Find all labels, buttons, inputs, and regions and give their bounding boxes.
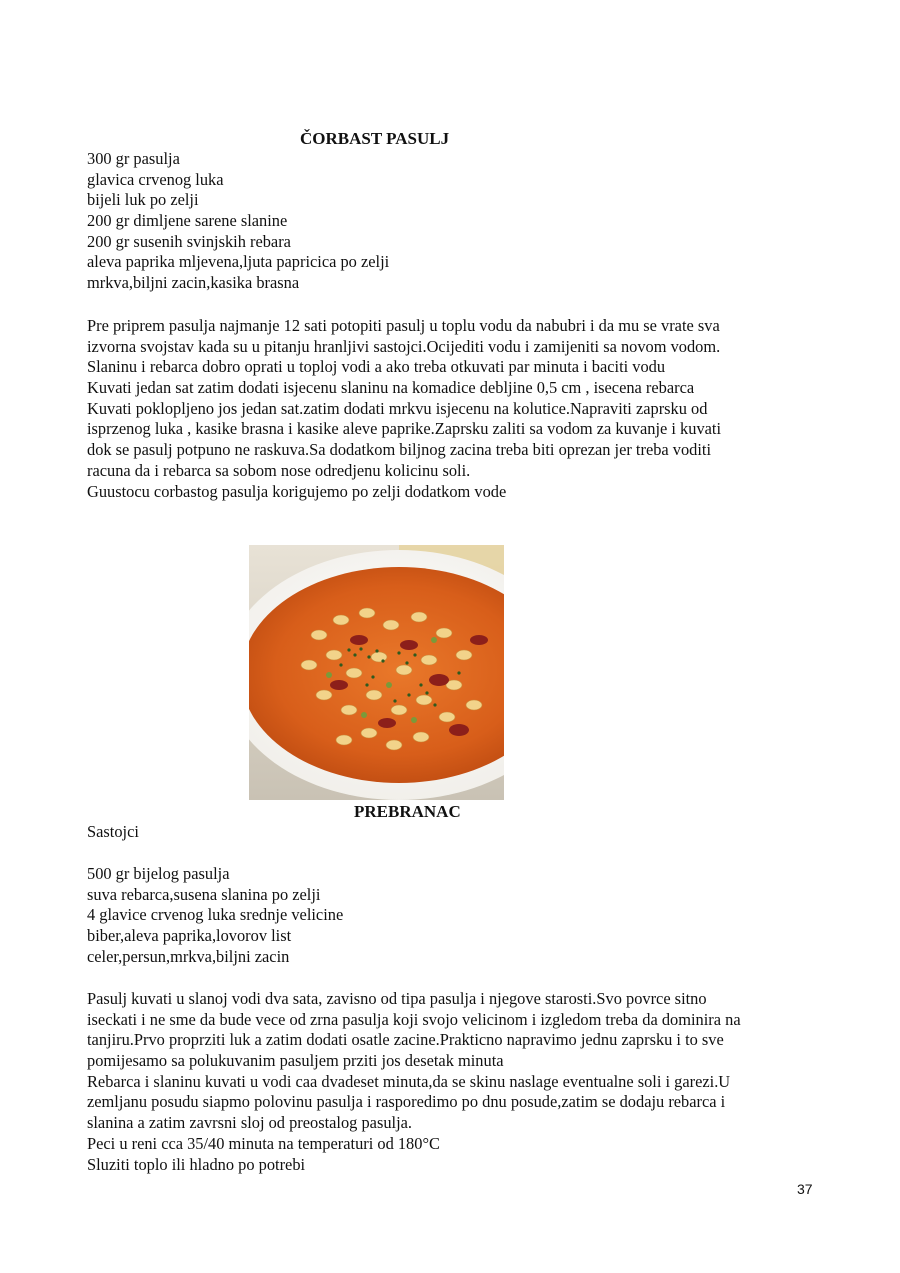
- preparation-line: Slaninu i rebarca dobro oprati u toploj vodi a ako treba otkuvati par minuta i baciti vodu: [87, 357, 666, 377]
- ingredient-line: celer,persun,mrkva,biljni zacin: [87, 946, 290, 966]
- section-label-sastojci: [87, 822, 827, 843]
- preparation-line: slanina a zatim zavrsni sloj od preostalog pasulja.: [87, 1113, 412, 1133]
- recipe-title-corbast-pasulj: ČORBAST PASULJ: [300, 129, 450, 148]
- bean-stew-bowl-photo: [249, 545, 504, 800]
- preparation-line: isprzenog luka , kasike brasna i kasike aleve paprike.Zaprsku zaliti sa vodom za kuvanje i kuvati: [87, 419, 722, 439]
- ingredient-line: suva rebarca,susena slanina po zelji: [87, 884, 321, 904]
- ingredient-line: glavica crvenog luka: [87, 169, 224, 189]
- preparation-line: dok se pasulj potpuno ne raskuva.Sa dodatkom biljnog zacina treba biti oprezan jer treba voditi: [87, 440, 712, 460]
- recipe-title-prebranac: PREBRANAC: [354, 802, 461, 821]
- ingredients-list-corbast-pasulj: [87, 149, 827, 294]
- ingredients-list-prebranac: [87, 864, 827, 967]
- preparation-line: Kuvati poklopljeno jos jedan sat.zatim dodati mrkvu isjecenu na kolutice.Napraviti zaprsku od: [87, 398, 708, 418]
- preparation-line: tanjiru.Prvo proprziti luk a zatim dodati osatle zacine.Prakticno napravimo jednu zaprsku i to sve: [87, 1030, 724, 1050]
- ingredient-line: 4 glavice crvenog luka srednje velicine: [87, 905, 344, 925]
- preparation-line: Guustocu corbastog pasulja korigujemo po zelji dodatkom vode: [87, 481, 507, 501]
- preparation-line: iseckati i ne sme da bude vece od zrna pasulja koji svojo velicinom i izgledom treba da dominira na: [87, 1009, 741, 1029]
- ingredient-line: 300 gr pasulja: [87, 149, 180, 168]
- ingredient-line: aleva paprika mljevena,ljuta papricica po zelji: [87, 252, 390, 272]
- preparation-line: Pasulj kuvati u slanoj vodi dva sata, zavisno od tipa pasulja i njegove starosti.Svo povrce sitno: [87, 989, 707, 1008]
- ingredient-line: mrkva,biljni zacin,kasika brasna: [87, 273, 300, 293]
- preparation-line: izvorna svojstav kada su u pitanju hranljivi sastojci.Ocijediti vodu i zamijeniti sa novom vodom.: [87, 336, 721, 356]
- section-label: Sastojci: [87, 822, 139, 841]
- preparation-line: Pre priprem pasulja najmanje 12 sati potopiti pasulj u toplu vodu da nabubri i da mu se vrate sva: [87, 316, 720, 335]
- ingredient-line: 200 gr dimljene sarene slanine: [87, 211, 288, 231]
- preparation-text-corbast-pasulj: [87, 316, 827, 502]
- ingredient-line: bijeli luk po zelji: [87, 190, 199, 210]
- preparation-line: Peci u reni cca 35/40 minuta na temperaturi od 180°C: [87, 1133, 440, 1153]
- preparation-line: Sluziti toplo ili hladno po potrebi: [87, 1154, 306, 1174]
- preparation-line: Rebarca i slaninu kuvati u vodi caa dvadeset minuta,da se skinu naslage eventualne soli i garezi.U: [87, 1071, 731, 1091]
- preparation-line: Kuvati jedan sat zatim dodati isjecenu slaninu na komadice debljine 0,5 cm , isecena rebarca: [87, 378, 695, 398]
- preparation-line: racuna da i rebarca sa sobom nose odredjenu kolicinu soli.: [87, 460, 471, 480]
- page-number: 37: [797, 1181, 813, 1197]
- ingredient-line: biber,aleva paprika,lovorov list: [87, 926, 292, 946]
- preparation-line: pomijesamo sa polukuvanim pasuljem prziti jos desetak minuta: [87, 1051, 504, 1071]
- ingredient-line: 200 gr susenih svinjskih rebara: [87, 231, 291, 251]
- preparation-text-prebranac: [87, 989, 827, 1175]
- ingredient-line: 500 gr bijelog pasulja: [87, 864, 230, 883]
- preparation-line: zemljanu posudu siapmo polovinu pasulja i rasporedimo po dnu posude,zatim se dodaju rebarca i: [87, 1092, 726, 1112]
